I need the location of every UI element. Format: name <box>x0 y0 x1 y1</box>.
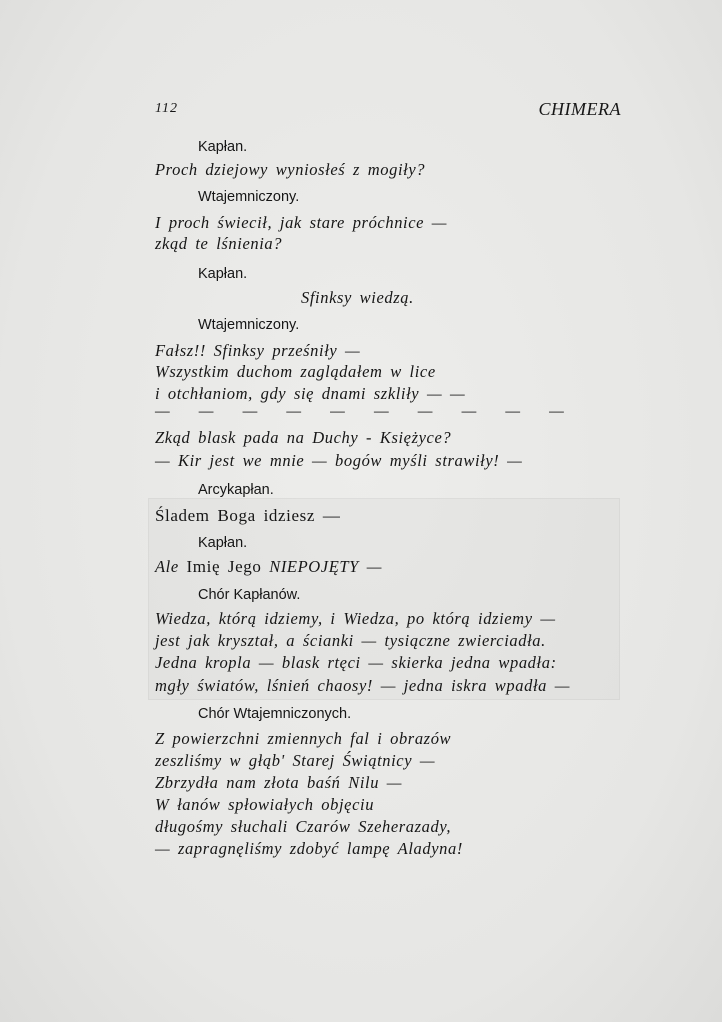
verse-line: Zbrzydła nam złota baśń Nilu — <box>155 773 403 792</box>
verse-line: W łanów spłowiałych objęciu <box>155 795 375 814</box>
speaker-label: Wtajemniczony. <box>198 189 300 205</box>
speaker-label: Kapłan. <box>198 139 248 155</box>
speaker-label: Kapłan. <box>198 266 248 282</box>
verse-line: — zapragnęliśmy zdobyć lampę Aladyna! <box>155 839 463 858</box>
speaker-label: Arcykapłan. <box>198 482 274 498</box>
verse-line: — Kir jest we mnie — bogów myśli strawiły! — <box>155 451 523 470</box>
verse-line: Wiedza, którą idziemy, i Wiedza, po którą idziemy — <box>155 609 556 628</box>
verse-line: długośmy słuchali Czarów Szeherazady, <box>155 817 452 836</box>
verse-line: Zkąd blask pada na Duchy - Księżyce? <box>155 428 452 447</box>
verse-line: zkąd te lśnienia? <box>155 234 283 253</box>
speaker-label: Chór Kapłanów. <box>198 587 301 603</box>
verse-line: Sfinksy wiedzą. <box>301 288 414 307</box>
verse-segment: Imię Jego <box>186 557 262 576</box>
page-number: 112 <box>155 101 178 116</box>
verse-line: i otchłaniom, gdy się dnami szkliły — — <box>155 384 466 403</box>
verse-line: zeszliśmy w głąb' Starej Świątnicy — <box>155 751 436 770</box>
verse-line: mgły światów, lśnień chaosy! — jedna iskra wpadła — <box>155 676 570 695</box>
dash-line: — — — — — — — — — — <box>155 401 575 420</box>
verse-segment: NIEPOJĘTY — <box>269 557 382 576</box>
speaker-label: Chór Wtajemniczonych. <box>198 706 352 722</box>
verse-line: Jedna kropla — blask rtęci — skierka jedna wpadła: <box>155 653 557 672</box>
verse-line: I proch świecił, jak stare próchnice — <box>155 213 448 232</box>
verse-line: Proch dziejowy wyniosłeś z mogiły? <box>155 160 426 179</box>
verse-line: Wszystkim duchom zaglądałem w lice <box>155 362 436 381</box>
verse-line: Fałsz!! Sfinksy prześniły — <box>155 341 361 360</box>
speaker-label: Wtajemniczony. <box>198 317 300 333</box>
verse-line: Śladem Boga idziesz — <box>155 506 341 525</box>
verse-line <box>155 557 382 577</box>
running-title: CHIMERA <box>538 99 621 119</box>
verse-line: Z powierzchni zmiennych fal i obrazów <box>155 729 452 748</box>
speaker-label: Kapłan. <box>198 535 248 551</box>
verse-segment: Ale <box>155 557 179 576</box>
verse-line: jest jak kryształ, a ścianki — tysiączne zwierciadła. <box>155 631 546 650</box>
